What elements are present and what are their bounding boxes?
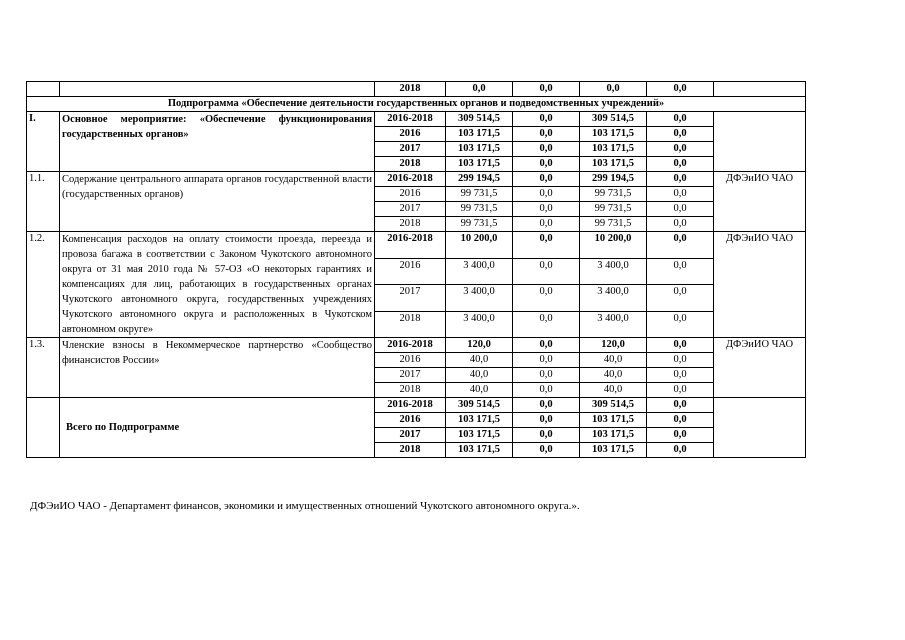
cell-value: 40,0	[446, 368, 513, 383]
cell-value: 0,0	[647, 142, 714, 157]
cell-value: 0,0	[647, 172, 714, 187]
cell-num	[27, 398, 60, 458]
cell-value: 99 731,5	[446, 202, 513, 217]
cell-year: 2017	[375, 285, 446, 312]
cell-year: 2018	[375, 217, 446, 232]
cell-extra	[806, 285, 847, 312]
cell-value: 99 731,5	[580, 187, 647, 202]
cell-value: 0,0	[513, 232, 580, 259]
cell-extra	[806, 311, 847, 338]
cell-value: 0,0	[513, 258, 580, 285]
cell-value: 0,0	[580, 82, 647, 97]
cell-value: 99 731,5	[580, 202, 647, 217]
cell-value: 299 194,5	[446, 172, 513, 187]
cell-year: 2016-2018	[375, 112, 446, 127]
cell-value: 3 400,0	[580, 258, 647, 285]
cell-value: 0,0	[647, 127, 714, 142]
cell-value: 0,0	[513, 383, 580, 398]
cell-num: 1.2.	[27, 232, 60, 338]
cell-year: 2017	[375, 202, 446, 217]
cell-extra	[806, 398, 847, 413]
cell-year: 2018	[375, 383, 446, 398]
cell-responsible	[714, 82, 806, 97]
cell-responsible: ДФЭиИО ЧАО	[714, 172, 806, 232]
cell-value: 103 171,5	[580, 157, 647, 172]
cell-value: 0,0	[513, 428, 580, 443]
cell-value: 120,0	[446, 338, 513, 353]
table-row	[27, 82, 847, 97]
cell-value: 0,0	[647, 217, 714, 232]
cell-value: 103 171,5	[580, 142, 647, 157]
cell-year: 2016	[375, 127, 446, 142]
cell-value: 0,0	[513, 443, 580, 458]
cell-name: Компенсация расходов на оплату стоимости проезда, переезда и провоза багажа в соответствии с Законом Чукотского автономного округа от 31 мая 2010 года № 57-ОЗ «О некоторых гарантиях и компенсациях для лиц, работающих в государственных органах Чукотского автономного округа, государственных учреждениях Чукотского автономного округа и расположенных в Чукотском автономном округе»	[60, 232, 375, 338]
budget-table-body	[27, 82, 847, 458]
table-row	[27, 112, 847, 127]
cell-value: 103 171,5	[580, 413, 647, 428]
cell-value: 103 171,5	[580, 127, 647, 142]
cell-value: 3 400,0	[580, 285, 647, 312]
cell-value: 0,0	[647, 383, 714, 398]
cell-year: 2018	[375, 311, 446, 338]
total-label: Всего по Подпрограмме	[60, 398, 375, 458]
cell-value: 0,0	[647, 202, 714, 217]
cell-extra	[806, 413, 847, 428]
cell-extra	[806, 97, 847, 112]
cell-num: 1.1.	[27, 172, 60, 232]
cell-value: 0,0	[647, 428, 714, 443]
cell-value: 0,0	[647, 311, 714, 338]
cell-year: 2016	[375, 187, 446, 202]
cell-extra	[806, 232, 847, 259]
cell-value: 40,0	[580, 368, 647, 383]
cell-extra	[806, 443, 847, 458]
cell-value: 299 194,5	[580, 172, 647, 187]
cell-value: 0,0	[513, 157, 580, 172]
cell-extra	[806, 428, 847, 443]
cell-value: 10 200,0	[446, 232, 513, 259]
cell-value: 0,0	[647, 187, 714, 202]
cell-year: 2018	[375, 82, 446, 97]
cell-num: 1.3.	[27, 338, 60, 398]
cell-year: 2016	[375, 353, 446, 368]
cell-value: 103 171,5	[446, 428, 513, 443]
cell-value: 40,0	[580, 383, 647, 398]
cell-value: 99 731,5	[446, 187, 513, 202]
cell-extra	[806, 338, 847, 353]
cell-extra	[806, 258, 847, 285]
cell-value: 309 514,5	[580, 112, 647, 127]
cell-value: 40,0	[580, 353, 647, 368]
cell-value: 3 400,0	[446, 311, 513, 338]
cell-responsible	[714, 398, 806, 458]
cell-value: 0,0	[647, 285, 714, 312]
cell-year: 2017	[375, 368, 446, 383]
cell-extra	[806, 217, 847, 232]
cell-value: 103 171,5	[446, 413, 513, 428]
cell-value: 0,0	[513, 413, 580, 428]
cell-year: 2016-2018	[375, 232, 446, 259]
cell-value: 0,0	[513, 187, 580, 202]
cell-extra	[806, 112, 847, 127]
cell-value: 309 514,5	[580, 398, 647, 413]
cell-value: 120,0	[580, 338, 647, 353]
cell-value: 309 514,5	[446, 112, 513, 127]
cell-year: 2016-2018	[375, 338, 446, 353]
cell-value: 103 171,5	[580, 443, 647, 458]
cell-year: 2016-2018	[375, 172, 446, 187]
cell-value: 0,0	[647, 443, 714, 458]
subprogram-title: Подпрограмма «Обеспечение деятельности государственных органов и подведомственных учреждений»	[27, 97, 806, 112]
table-row	[27, 232, 847, 259]
cell-value: 0,0	[513, 112, 580, 127]
cell-value: 0,0	[647, 82, 714, 97]
cell-value: 103 171,5	[580, 428, 647, 443]
cell-year: 2018	[375, 157, 446, 172]
table-row	[27, 172, 847, 187]
cell-extra	[806, 127, 847, 142]
cell-year: 2016	[375, 413, 446, 428]
cell-extra	[806, 157, 847, 172]
cell-value: 0,0	[647, 112, 714, 127]
cell-value: 0,0	[513, 172, 580, 187]
cell-year: 2016	[375, 258, 446, 285]
cell-value: 0,0	[513, 368, 580, 383]
cell-value: 103 171,5	[446, 142, 513, 157]
subprogram-row	[27, 97, 847, 112]
cell-responsible	[714, 112, 806, 172]
cell-value: 40,0	[446, 383, 513, 398]
cell-value: 0,0	[513, 217, 580, 232]
cell-value: 0,0	[513, 398, 580, 413]
cell-value: 3 400,0	[446, 285, 513, 312]
cell-value: 0,0	[647, 368, 714, 383]
budget-table	[26, 81, 846, 458]
cell-extra	[806, 142, 847, 157]
cell-num: I.	[27, 112, 60, 172]
cell-responsible: ДФЭиИО ЧАО	[714, 338, 806, 398]
cell-value: 0,0	[513, 285, 580, 312]
cell-value: 103 171,5	[446, 157, 513, 172]
cell-value: 103 171,5	[446, 127, 513, 142]
cell-year: 2017	[375, 142, 446, 157]
cell-value: 3 400,0	[446, 258, 513, 285]
cell-name: Членские взносы в Некоммерческое партнерство «Сообщество финансистов России»	[60, 338, 375, 398]
cell-value: 99 731,5	[446, 217, 513, 232]
cell-value: 0,0	[513, 202, 580, 217]
cell-value: 0,0	[513, 338, 580, 353]
cell-extra	[806, 368, 847, 383]
cell-value: 40,0	[446, 353, 513, 368]
footnote: ДФЭиИО ЧАО - Департамент финансов, экономики и имущественных отношений Чукотского автономного округа.».	[30, 500, 580, 512]
cell-extra	[806, 353, 847, 368]
cell-value: 0,0	[446, 82, 513, 97]
cell-year: 2017	[375, 428, 446, 443]
cell-value: 103 171,5	[446, 443, 513, 458]
cell-value: 0,0	[647, 398, 714, 413]
cell-value: 0,0	[647, 258, 714, 285]
cell-num	[27, 82, 60, 97]
total-row	[27, 398, 847, 413]
cell-value: 0,0	[513, 82, 580, 97]
cell-value: 0,0	[647, 232, 714, 259]
cell-value: 0,0	[647, 157, 714, 172]
cell-extra	[806, 172, 847, 187]
cell-extra	[806, 383, 847, 398]
cell-extra	[806, 187, 847, 202]
cell-extra	[806, 82, 847, 97]
table-row	[27, 338, 847, 353]
cell-year: 2018	[375, 443, 446, 458]
cell-value: 0,0	[513, 311, 580, 338]
cell-value: 0,0	[513, 142, 580, 157]
cell-name: Основное мероприятие: «Обеспечение функционирования государственных органов»	[60, 112, 375, 172]
cell-value: 0,0	[647, 413, 714, 428]
cell-value: 10 200,0	[580, 232, 647, 259]
cell-name	[60, 82, 375, 97]
cell-value: 309 514,5	[446, 398, 513, 413]
cell-value: 99 731,5	[580, 217, 647, 232]
cell-responsible: ДФЭиИО ЧАО	[714, 232, 806, 338]
cell-value: 0,0	[647, 353, 714, 368]
cell-year: 2016-2018	[375, 398, 446, 413]
cell-name: Содержание центрального аппарата органов государственной власти (государственных органов)	[60, 172, 375, 232]
cell-extra	[806, 202, 847, 217]
cell-value: 0,0	[647, 338, 714, 353]
cell-value: 3 400,0	[580, 311, 647, 338]
cell-value: 0,0	[513, 127, 580, 142]
cell-value: 0,0	[513, 353, 580, 368]
